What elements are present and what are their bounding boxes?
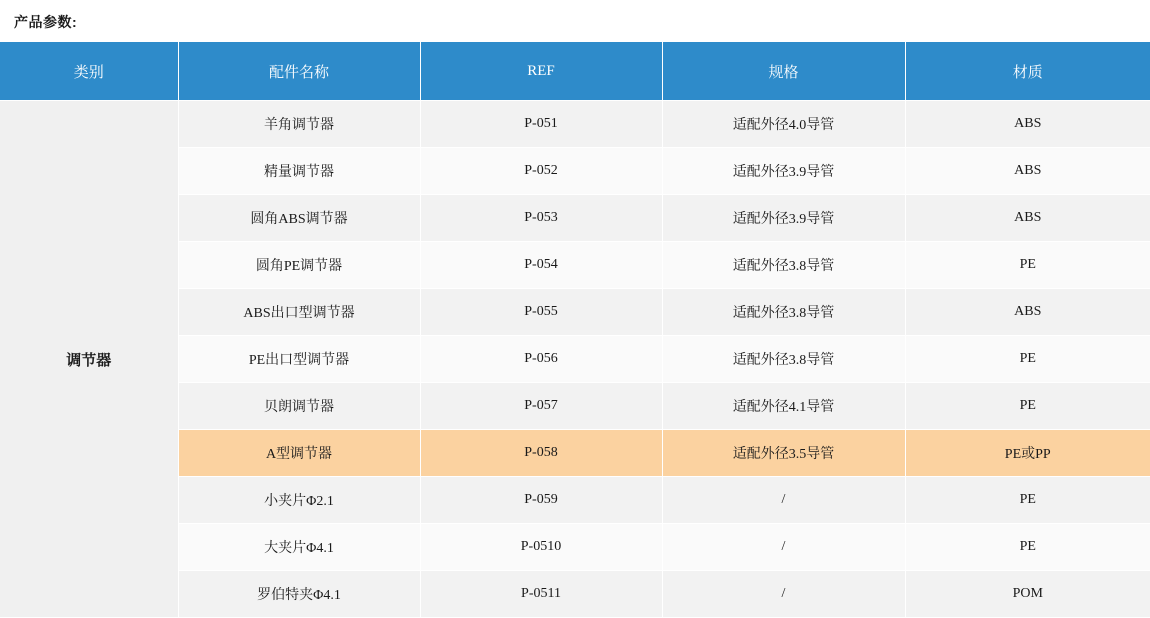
cell-material: PE (905, 336, 1150, 383)
cell-specification: / (662, 571, 905, 618)
cell-material: ABS (905, 148, 1150, 195)
cell-material: ABS (905, 289, 1150, 336)
cell-material: PE (905, 383, 1150, 430)
cell-specification: 适配外径4.1导管 (662, 383, 905, 430)
cell-material: PE (905, 242, 1150, 289)
cell-ref: P-058 (420, 430, 662, 477)
cell-part-name: ABS出口型调节器 (178, 289, 420, 336)
cell-material: PE (905, 477, 1150, 524)
cell-specification: / (662, 524, 905, 571)
column-header-ref: REF (420, 42, 662, 101)
cell-ref: P-059 (420, 477, 662, 524)
cell-specification: / (662, 477, 905, 524)
cell-specification: 适配外径3.8导管 (662, 336, 905, 383)
column-header-category: 类别 (0, 42, 178, 101)
cell-part-name: A型调节器 (178, 430, 420, 477)
cell-specification: 适配外径3.8导管 (662, 242, 905, 289)
cell-material: ABS (905, 195, 1150, 242)
cell-part-name: 大夹片Φ4.1 (178, 524, 420, 571)
cell-ref: P-052 (420, 148, 662, 195)
cell-part-name: 圆角ABS调节器 (178, 195, 420, 242)
cell-specification: 适配外径4.0导管 (662, 101, 905, 148)
cell-specification: 适配外径3.8导管 (662, 289, 905, 336)
cell-ref: P-0511 (420, 571, 662, 618)
cell-part-name: 罗伯特夹Φ4.1 (178, 571, 420, 618)
cell-part-name: PE出口型调节器 (178, 336, 420, 383)
column-header-part-name: 配件名称 (178, 42, 420, 101)
cell-material: POM (905, 571, 1150, 618)
cell-ref: P-053 (420, 195, 662, 242)
table-header-row (0, 42, 1150, 101)
cell-material: PE (905, 524, 1150, 571)
column-header-material: 材质 (905, 42, 1150, 101)
cell-ref: P-051 (420, 101, 662, 148)
cell-material: PE或PP (905, 430, 1150, 477)
cell-part-name: 圆角PE调节器 (178, 242, 420, 289)
product-parameters-table (0, 42, 1150, 618)
cell-part-name: 小夹片Φ2.1 (178, 477, 420, 524)
cell-ref: P-055 (420, 289, 662, 336)
page-title: 产品参数: (14, 14, 78, 30)
cell-material: ABS (905, 101, 1150, 148)
cell-part-name: 精量调节器 (178, 148, 420, 195)
table-header (0, 42, 1150, 101)
column-header-specification: 规格 (662, 42, 905, 101)
cell-part-name: 羊角调节器 (178, 101, 420, 148)
cell-ref: P-0510 (420, 524, 662, 571)
cell-ref: P-057 (420, 383, 662, 430)
cell-category: 调节器 (0, 101, 178, 618)
cell-ref: P-054 (420, 242, 662, 289)
cell-ref: P-056 (420, 336, 662, 383)
cell-specification: 适配外径3.9导管 (662, 148, 905, 195)
table-row (0, 101, 1150, 148)
table-body (0, 101, 1150, 618)
cell-specification: 适配外径3.9导管 (662, 195, 905, 242)
cell-specification: 适配外径3.5导管 (662, 430, 905, 477)
cell-part-name: 贝朗调节器 (178, 383, 420, 430)
